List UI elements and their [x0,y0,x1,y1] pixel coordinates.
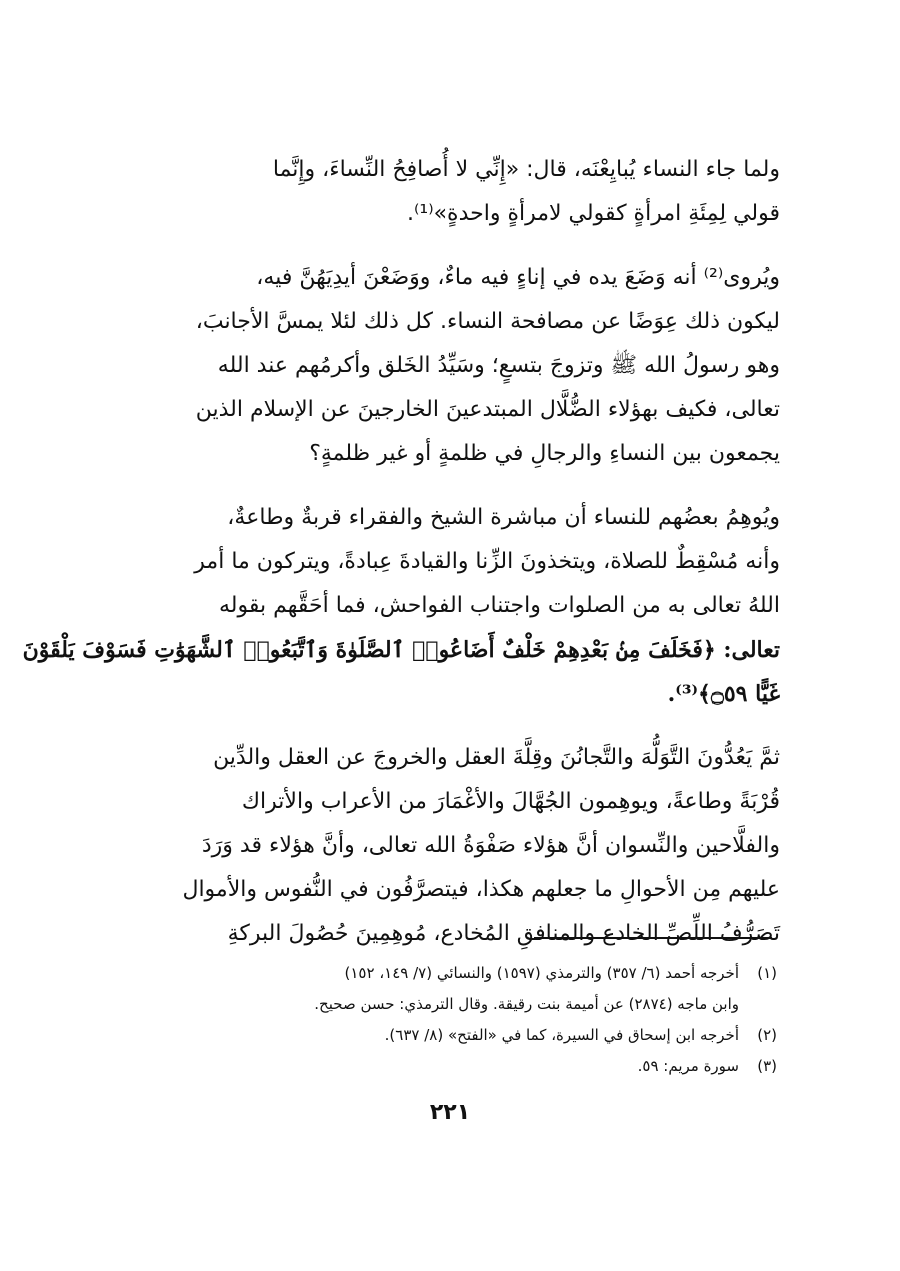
text-line: اللهُ تعالى به من الصلوات واجتناب الفواحش، فما أحَقَّهم بقوله [219,593,780,618]
footnote-number: (٢) [757,1026,777,1044]
page-body [22,148,780,976]
text-line: ثمَّ يَعُدُّونَ التَّوَلُّهَ والتَّجانُنَ وقِلَّةَ العقل والخروجَ عن العقل والدِّين [213,745,780,770]
text-line: ولما جاء النساء يُبايِعْنَه، قال: «إِنِّي لا أُصافِحُ النِّساءَ، وإِنَّما [272,157,780,182]
text-line: قُرْبَةً وطاعةً، ويوهِمون الجُهَّالَ والأغْمَارَ من الأعراب والأتراك [241,789,780,814]
text-line: عليهم مِن الأحوالِ ما جعلهم هكذا، فيتصرَّفُون في النُّفوس والأموال [182,877,780,902]
footnote-2 [120,1020,777,1051]
footnote-1-continued [120,989,777,1020]
text-line: ويُروى⁽²⁾ أنه وَضَعَ يده في إناءٍ فيه ماءٌ، ووَضَعْنَ أيدِيَهُنَّ فيه، [256,265,780,290]
text-line: تَصَرُّفُ اللِّصِّ الخادع والمنافقِ المُخادع، مُوهِمِينَ حُصُولَ البركةِ [227,921,780,946]
text-line: تعالى، فكيف بهؤلاء الضُّلَّال المبتدعينَ الخارجينَ عن الإسلام الذين [195,397,780,422]
text-line: ليكون ذلك عِوَضًا عن مصافحة النساء. كل ذلك لئلا يمسَّ الأجانبَ، [195,309,780,334]
quran-verse-line: تعالى: ﴿فَخَلَفَ مِنۢ بَعْدِهِمْ خَلْفٌ أَضَاعُوا۟ ٱلصَّلَوٰةَ وَٱتَّبَعُوا۟ ٱلشَّهَوَٰتِ فَسَوْفَ يَلْقَوْنَ [22,637,780,663]
paragraph-1 [118,148,780,236]
footnote-number: (٣) [757,1057,777,1075]
text-line: قولي لِمِئَةِ امرأةٍ كقولي لامرأةٍ واحدةٍ»⁽¹⁾. [406,201,780,226]
text-line: وهو رسولُ الله ﷺ وتزوجَ بتسعٍ؛ وسَيِّدُ الخَلق وأكرمُهم عند الله [217,353,780,378]
paragraph-4 [118,736,780,956]
footnote-text: وابن ماجه (٢٨٧٤) عن أميمة بنت رقيقة. وقال الترمذي: حسن صحيح. [314,995,739,1013]
text-line: والفلَّاحين والنِّسوان أنَّ هؤلاء صَفْوَةُ الله تعالى، وأنَّ هؤلاء قد وَرَدَ [201,833,780,858]
footnote-3 [120,1051,777,1082]
footnote-text: أخرجه ابن إسحاق في السيرة، كما في «الفتح» (٨/ ٦٣٧). [384,1026,739,1044]
footnote-text: أخرجه أحمد (٦/ ٣٥٧) والترمذي (١٥٩٧) والنسائي (٧/ ١٤٩، ١٥٢) [344,964,739,982]
text-line: وأنه مُسْقِطٌ للصلاة، ويتخذونَ الزِّنا والقيادةَ عِبادةً، ويتركون ما أمر [194,549,780,574]
text-line: ويُوهِمُ بعضُهم للنساء أن مباشرة الشيخ والفقراء قربةٌ وطاعةٌ، [227,505,780,530]
footnote-number: (١) [757,964,777,982]
paragraph-3 [22,496,780,716]
footnote-separator [534,937,772,939]
text-line: يجمعون بين النساءِ والرجالِ في ظلمةٍ أو غير ظلمةٍ؟ [309,441,780,466]
page-number: ٢٢١ [429,1100,471,1125]
footnotes [120,958,777,1082]
paragraph-2 [118,256,780,476]
quran-verse-line: غَيًّا ۝٥٩﴾⁽³⁾. [667,681,780,707]
footnote-1 [120,958,777,989]
footnote-text: سورة مريم: ٥٩. [637,1057,739,1075]
